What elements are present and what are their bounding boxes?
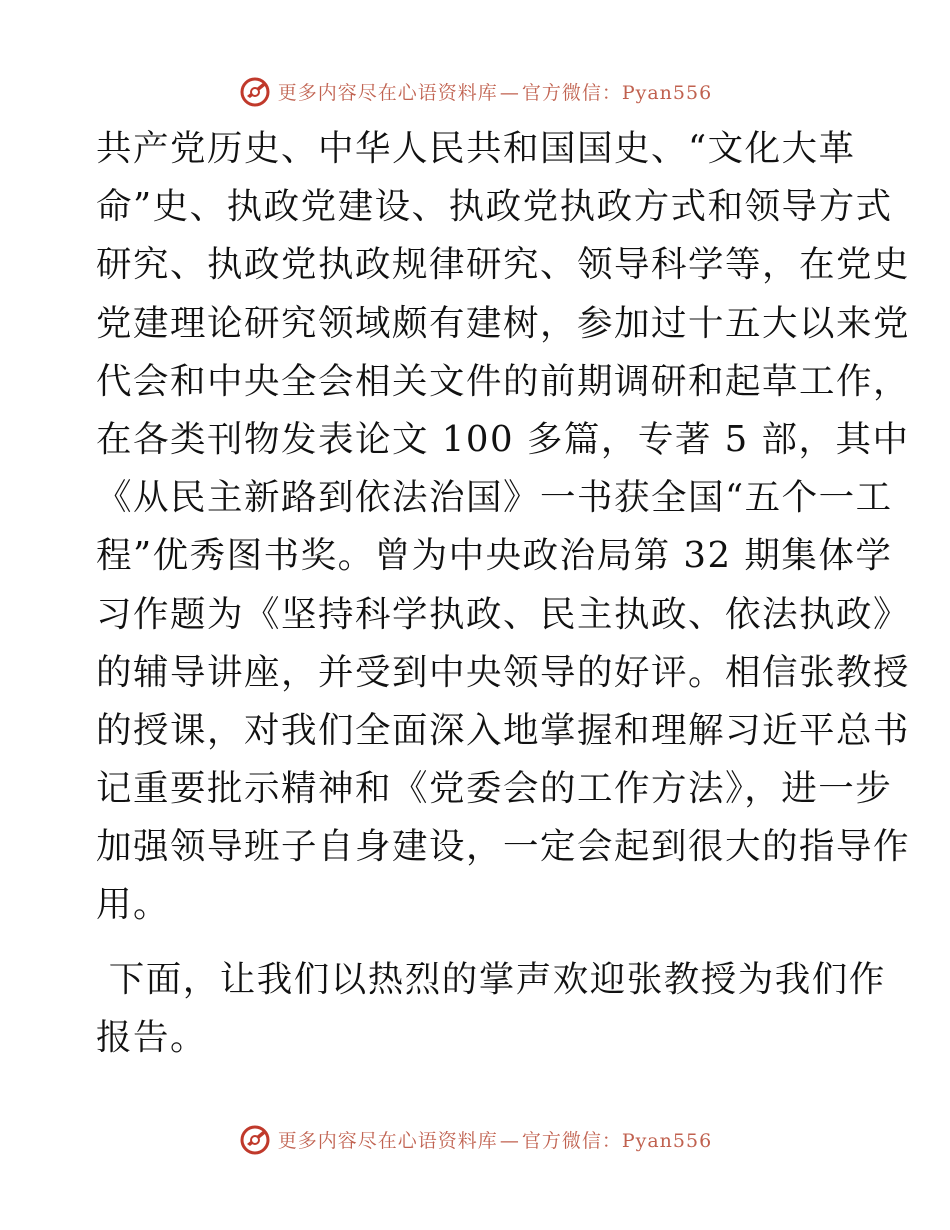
banner-wechat-id: Pyan556 <box>621 81 713 104</box>
document-body <box>96 120 911 1067</box>
text-line: 记重要批示精神和《党委会的工作方法》，进一步 <box>96 768 893 810</box>
text-line: 习作题为《坚持科学执政、民主执政、依法执政》 <box>96 593 911 635</box>
paragraph-1 <box>96 120 911 935</box>
logo-icon <box>238 74 272 108</box>
text-line: 研究、执政党执政规律研究、领导科学等，在党史 <box>96 244 911 286</box>
banner-wechat-label: 官方微信： <box>521 1129 622 1152</box>
paragraph-2 <box>96 951 886 1067</box>
text-line: 代会和中央全会相关文件的前期调研和起草工作， <box>96 360 911 402</box>
text-line: 下面，让我们以热烈的掌声欢迎张教授为我们作 <box>96 958 886 1000</box>
text-line: 的授课，对我们全面深入地掌握和理解习近平总书 <box>96 709 911 751</box>
banner-dash: — <box>499 1129 520 1152</box>
text-line: 用。 <box>96 884 171 926</box>
text-line: 《从民主新路到依法治国》一书获全国“五个一工 <box>96 477 893 519</box>
text-line: 在各类刊物发表论文 100 多篇，专著 5 部，其中 <box>96 418 910 460</box>
banner-text <box>278 78 712 105</box>
text-line: 共产党历史、中华人民共和国国史、“文化大革 <box>96 128 856 169</box>
banner-main-text: 更多内容尽在心语资料库 <box>277 81 498 104</box>
header-banner <box>0 71 950 111</box>
banner-main-text: 更多内容尽在心语资料库 <box>277 1129 498 1152</box>
banner-text <box>278 1126 712 1153</box>
banner-wechat-label: 官方微信： <box>521 81 622 104</box>
text-line: 命”史、执政党建设、执政党执政方式和领导方式 <box>96 186 893 228</box>
text-line: 的辅导讲座，并受到中央领导的好评。相信张教授 <box>96 651 911 693</box>
text-line: 加强领导班子自身建设，一定会起到很大的指导作 <box>96 826 911 868</box>
text-line: 程”优秀图书奖。曾为中央政治局第 32 期集体学 <box>96 535 893 577</box>
banner-dash: — <box>499 81 520 104</box>
banner-wechat-id: Pyan556 <box>621 1129 713 1152</box>
logo-icon <box>238 1122 272 1156</box>
text-line: 党建理论研究领域颇有建树，参加过十五大以来党 <box>96 302 911 344</box>
text-line: 报告。 <box>96 1016 208 1058</box>
paragraph-gap <box>96 935 856 951</box>
footer-banner <box>0 1119 950 1159</box>
